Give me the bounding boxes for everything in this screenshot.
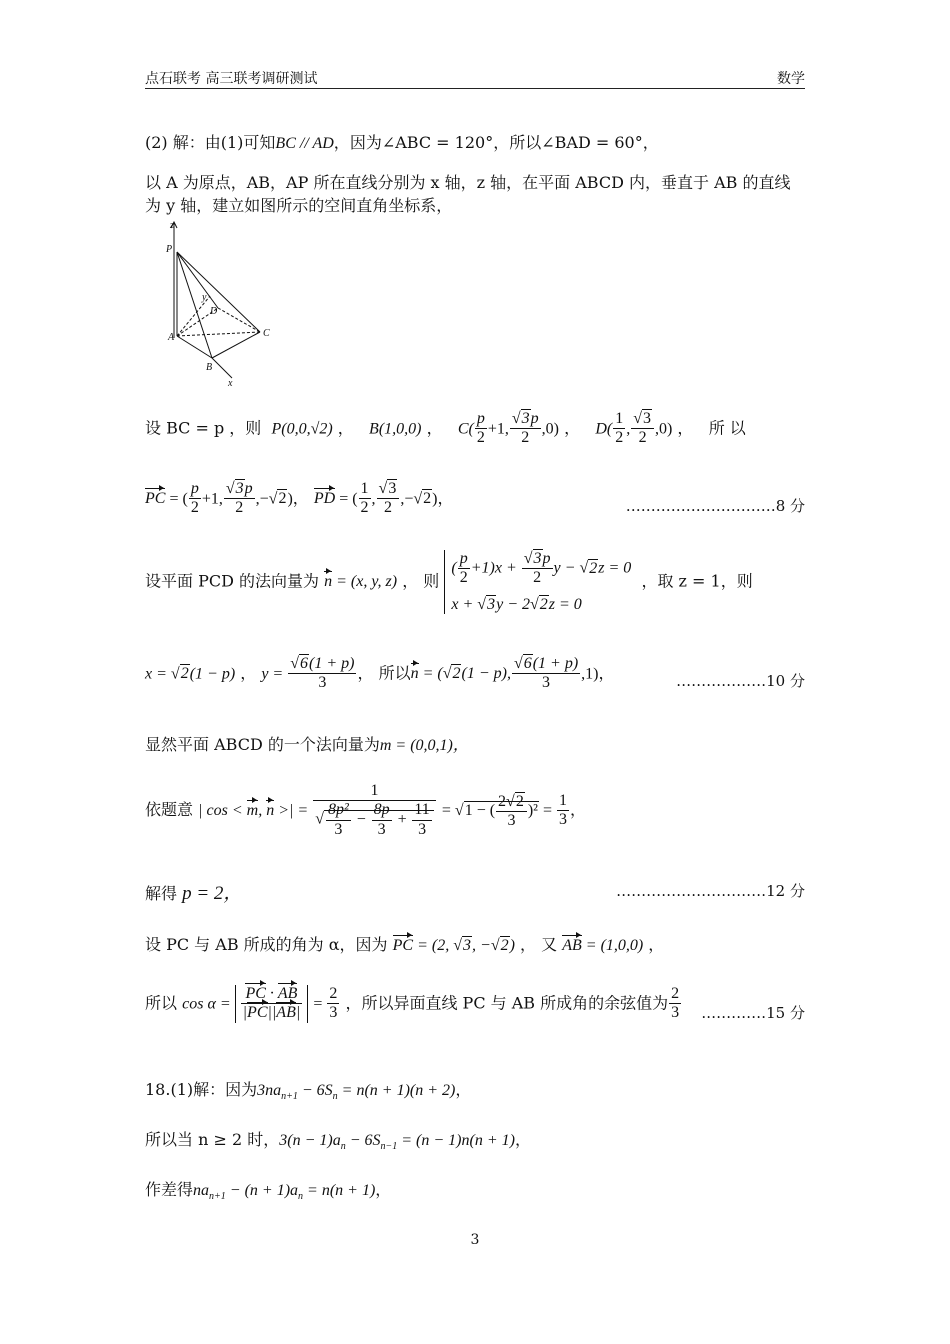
line-coordinates: 设 BC = p ，则 P(0,0,√2) ， B(1,0,0) ， C( $\frac{p}{2}$ +1, $\frac{√3p}{2}$ ,0) ， D( $\frac{1}{2}$ , $\frac{√3}{2}$ ,0) ， 所 以 bbox=[145, 410, 746, 447]
x-axis bbox=[212, 358, 232, 378]
label-A: A bbox=[168, 332, 175, 343]
score-10: ………………10 分 bbox=[676, 672, 805, 690]
page-number: 3 bbox=[470, 1232, 480, 1248]
line-plane-normal: 显然平面 ABCD 的一个法向量为m = (0,0,1)， bbox=[145, 735, 469, 754]
header-right: 数学 bbox=[777, 71, 805, 87]
line-q18-n-ge-2: 所以当 n ≥ 2 时，$3(n - 1)a_n - 6S_{n-1} = (n - 1)n(n + 1)$， bbox=[145, 1130, 531, 1153]
score-12: …………………………12 分 bbox=[616, 882, 805, 900]
header-left: 点石联考 高三联考调研测试 bbox=[145, 71, 318, 87]
line-normal-vector: 设平面 PCD 的法向量为 n = (x, y, z) ， 则 ( $\frac{p}{2}$ +1)x + $\frac{√3p}{2}$ y − √2z = 0 x + √3y − 2√2z = 0 ，取 z = 1，则 bbox=[145, 550, 753, 613]
label-P: P bbox=[166, 244, 173, 255]
label-x: x bbox=[228, 378, 233, 388]
line-cos-alpha: 所以 cos α = $\frac{PC \cdot AB}{|PC||AB|}$ = $\frac{2}{3}$ ，所以异面直线 PC 与 AB 所成角的余弦值为 $\frac{2}{3}$ bbox=[145, 985, 680, 1022]
page-header bbox=[145, 66, 805, 89]
label-D: D bbox=[210, 306, 218, 317]
score-15: .…………15 分 bbox=[701, 1004, 805, 1022]
line-cos-equation: 依题意 | cos < m, n >| = 1 √ $\frac{\text{8p²}}{3}$ − $\frac{8p}{3}$ + $\frac{11}{3}$ = √1 − ( $\frac{2√2}{3}$ )² = $\frac{1}{3}$ ， bbox=[145, 782, 586, 838]
line-solve-p: 解得 p = 2， bbox=[145, 883, 243, 904]
line-coord-setup-1: 以 A 为原点，AB，AP 所在直线分别为 x 轴，z 轴，在平面 ABCD 内，垂直于 AB 的直线 bbox=[145, 173, 791, 192]
line-coord-setup-2: 为 y 轴，建立如图所示的空间直角坐标系， bbox=[145, 196, 453, 215]
label-y: y bbox=[202, 292, 207, 303]
label-B: B bbox=[206, 362, 213, 373]
line-q18-start: 18.(1)解：因为$3na_{n+1} - 6S_n = n(n + 1)(n + 2)$， bbox=[145, 1080, 472, 1103]
line-normal-solution: x = √2(1 − p) ， y = $\frac{√6(1 + p)}{3}$ ， 所以n = (√2(1 − p), $\frac{√6(1 + p)}{3}$ ,1)， bbox=[145, 655, 615, 692]
label-z: z bbox=[170, 220, 174, 231]
label-C: C bbox=[263, 328, 270, 339]
line-part2-intro: (2) 解：由(1)可知BC // AD，因为∠ABC = 120°，所以∠BAD = 60°， bbox=[145, 133, 659, 152]
score-8: …………………………8 分 bbox=[625, 497, 805, 515]
line-q18-difference: 作差得$na_{n+1} - (n + 1)a_n = n(n + 1)$， bbox=[145, 1180, 392, 1203]
line-angle-alpha: 设 PC 与 AB 所成的角为 α，因为 PC = (2, √3, −√2) ， 又 AB = (1,0,0) ， bbox=[145, 935, 665, 954]
line-vectors-pc-pd: PC = ( $\frac{p}{2}$ +1, $\frac{√3p}{2}$ ,−√2)， PD = ( $\frac{1}{2}$ , $\frac{√3}{2}$ ,−√2)， bbox=[145, 480, 454, 517]
pyramid-figure bbox=[160, 218, 280, 388]
